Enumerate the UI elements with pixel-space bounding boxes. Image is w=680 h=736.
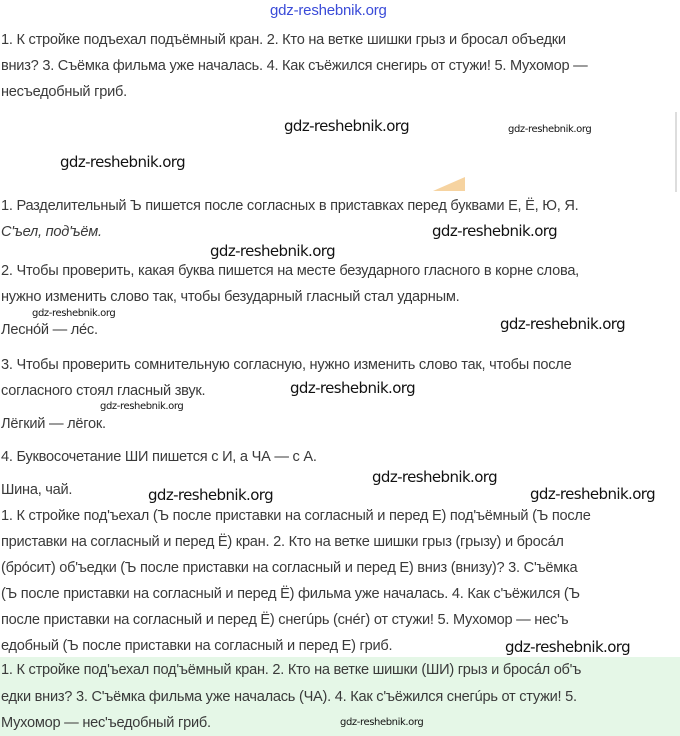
rule-example: С'ъел, под'ъём. — [1, 224, 102, 240]
rule-example: Шина, чай. — [1, 482, 73, 498]
task-line: 1. К стройке подъехал подъёмный кран. 2. Кто на ветке шишки грыз и бросал объедки — [1, 32, 566, 48]
answer-line: (бро́сит) об'ъедки (Ъ после приставки на согласный и перед Е) вниз (внизу)? 3. С'ъёмка — [1, 560, 578, 576]
rule-line: 4. Буквосочетание ШИ пишется с И, а ЧА — с А. — [1, 449, 317, 465]
watermark: gdz-reshebnik.org — [505, 638, 630, 656]
answer-line: после приставки на согласный и перед Ё) снегúрь (сне́г) от стужи! 5. Мухомор — нес'ъ — [1, 612, 569, 628]
final-answer-line: едки вниз? 3. С'ъёмка фильма уже началась (ЧА). 4. Как с'ъёжился снегúрь от стужи! 5. — [1, 689, 577, 705]
rule-example: Лесно́й — ле́с. — [1, 322, 98, 338]
answer-line: (Ъ после приставки на согласный и перед Ё) фильма уже началась. 4. Как с'ъёжился (Ъ — [1, 586, 580, 602]
rule-line: согласного стоял гласный звук. — [1, 383, 206, 399]
watermark: gdz-reshebnik.org — [284, 117, 409, 135]
answer-line: приставки на согласный и перед Ё) кран. 2. Кто на ветке шишки грыз (грызу) и бросáл — [1, 534, 564, 550]
watermark: gdz-reshebnik.org — [500, 315, 625, 333]
rule-line: нужно изменить слово так, чтобы безударный гласный стал ударным. — [1, 289, 460, 305]
watermark: gdz-reshebnik.org — [372, 468, 497, 486]
watermark: gdz-reshebnik.org — [530, 485, 655, 503]
rule-line: 3. Чтобы проверить сомнительную согласную, нужно изменить слово так, чтобы после — [1, 357, 572, 373]
watermark: gdz-reshebnik.org — [340, 717, 424, 728]
watermark: gdz-reshebnik.org — [148, 486, 273, 504]
rule-example: Лёгкий — лёгок. — [1, 416, 106, 432]
task-line: вниз? 3. Съёмка фильма уже началась. 4. Как съёжился снегирь от стужи! 5. Мухомор — — [1, 58, 588, 74]
watermark: gdz-reshebnik.org — [508, 124, 592, 135]
watermark: gdz-reshebnik.org — [32, 308, 116, 319]
decorative-triangle — [433, 177, 465, 191]
watermark-top: gdz-reshebnik.org — [270, 2, 387, 19]
final-answer-line: 1. К стройке под'ъехал под'ъёмный кран. 2. Кто на ветке шишки (ШИ) грыз и бросáл об'ъ — [1, 662, 582, 678]
watermark: gdz-reshebnik.org — [432, 222, 557, 240]
rule-line: 2. Чтобы проверить, какая буква пишется на месте безударного гласного в корне слова, — [1, 263, 579, 279]
answer-line: едобный (Ъ после приставки на согласный и перед Е) гриб. — [1, 638, 393, 654]
final-answer-line: Мухомор — нес'ъедобный гриб. — [1, 715, 211, 731]
task-line: несъедобный гриб. — [1, 84, 127, 100]
watermark: gdz-reshebnik.org — [290, 379, 415, 397]
watermark: gdz-reshebnik.org — [210, 242, 335, 260]
scrollbar[interactable] — [675, 112, 677, 192]
answer-line: 1. К стройке под'ъехал (Ъ после приставки на согласный и перед Е) под'ъёмный (Ъ после — [1, 508, 591, 524]
watermark: gdz-reshebnik.org — [60, 153, 185, 171]
rule-line: 1. Разделительный Ъ пишется после согласных в приставках перед буквами Е, Ё, Ю, Я. — [1, 198, 579, 214]
watermark: gdz-reshebnik.org — [100, 401, 184, 412]
